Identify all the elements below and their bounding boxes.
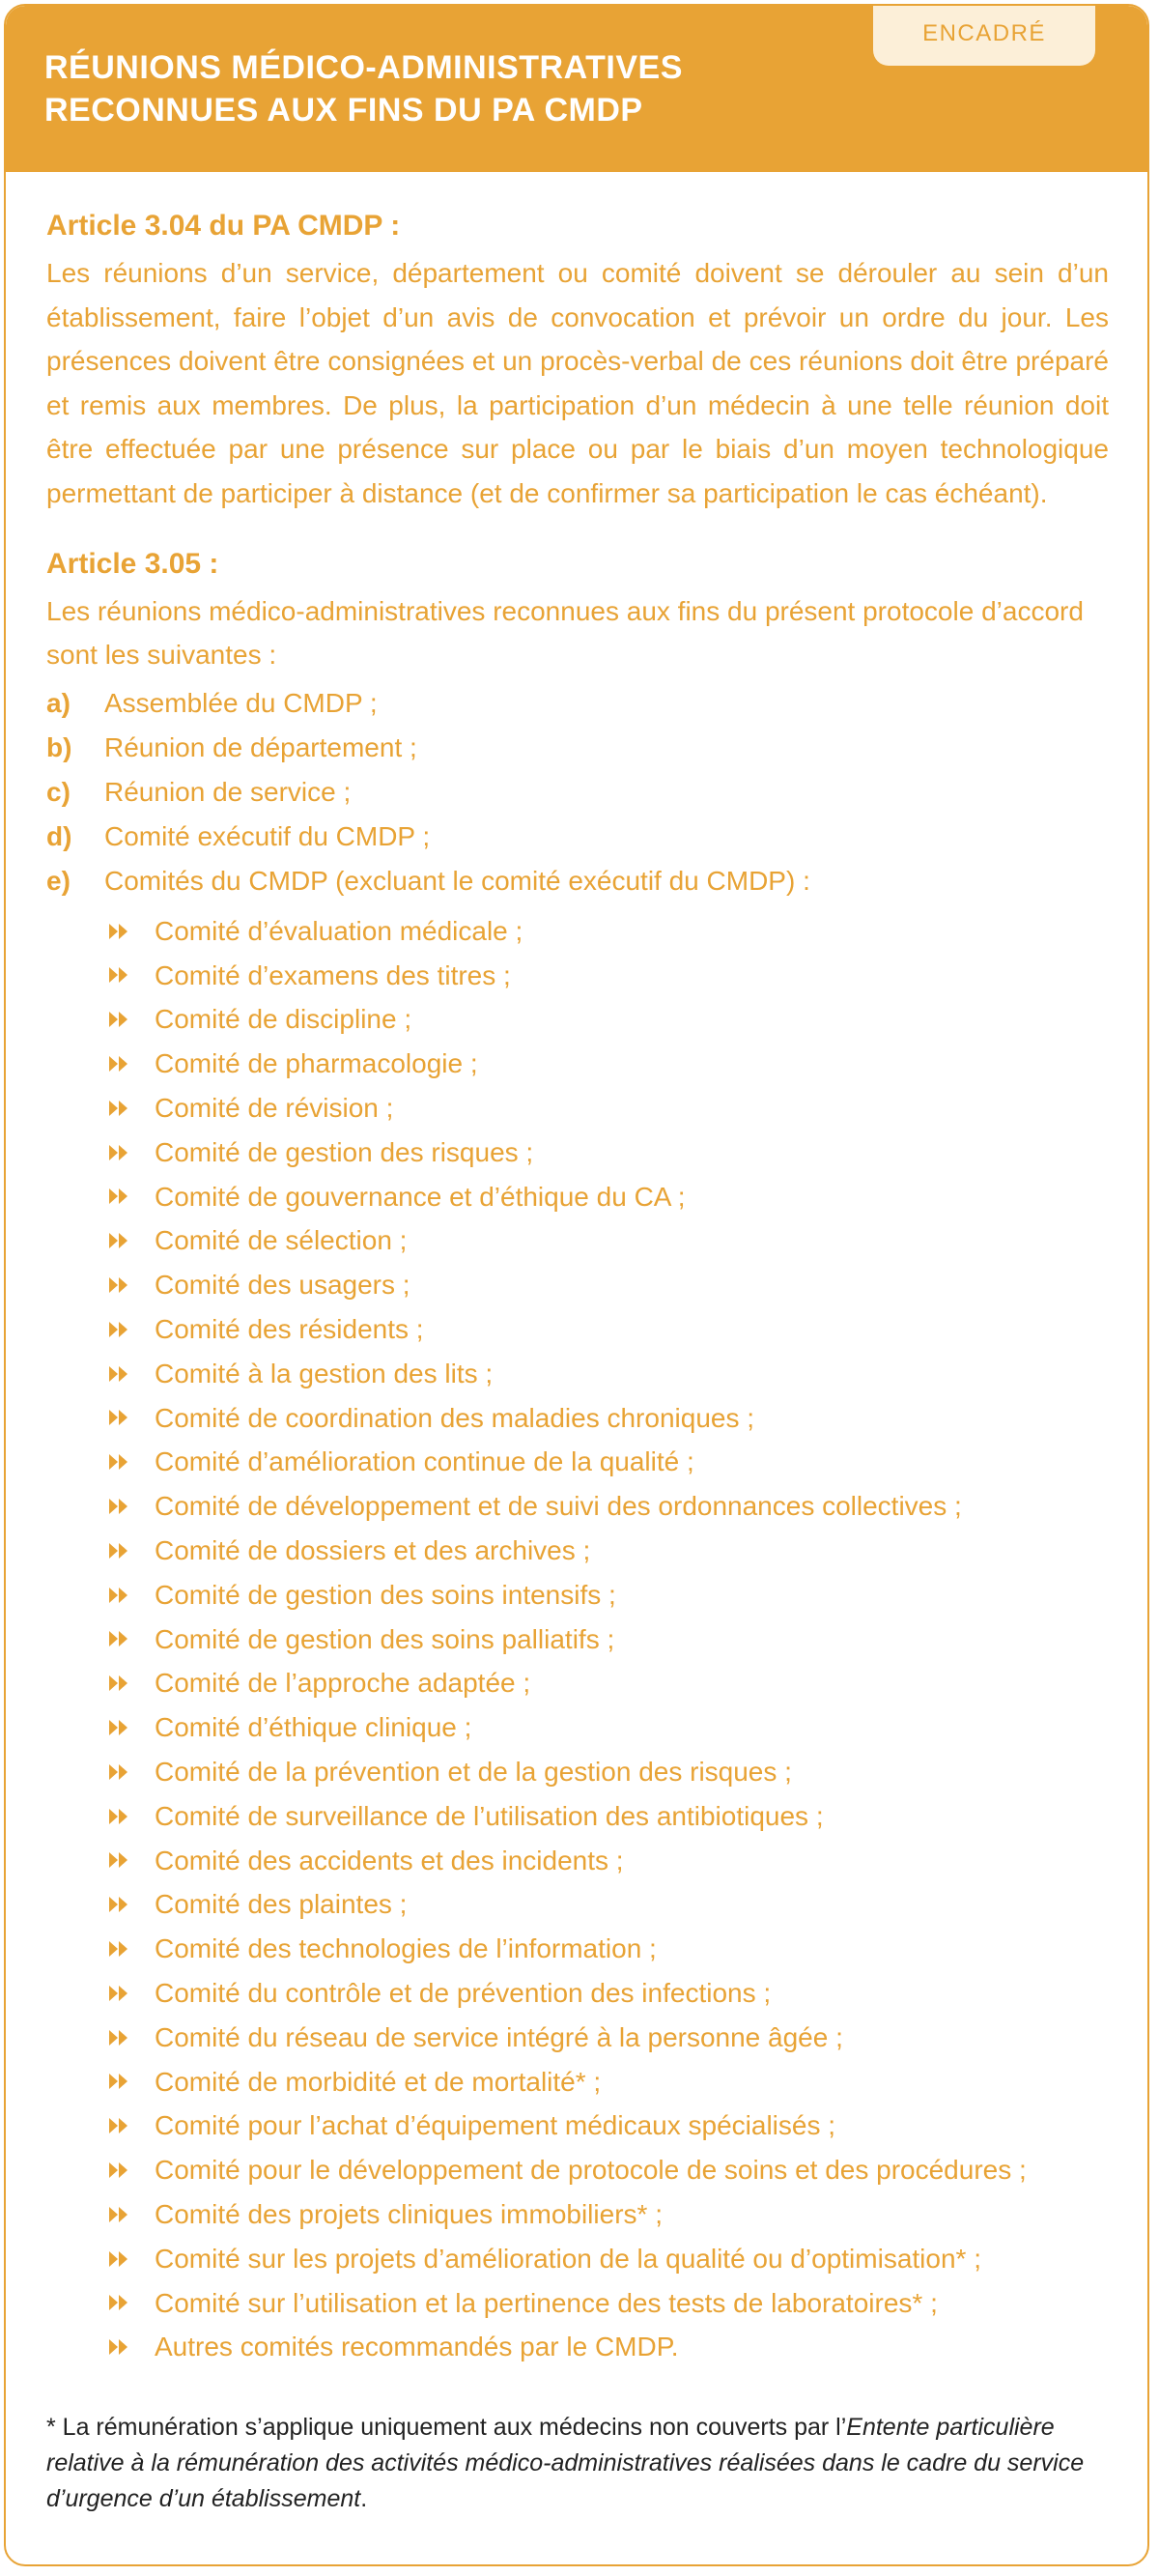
committee-name: Comité de l’approche adaptée ; bbox=[155, 1668, 531, 1699]
double-chevron-right-icon bbox=[108, 2249, 155, 2269]
committee-name: Comité de gestion des soins palliatifs ; bbox=[155, 1623, 615, 1654]
committee-name: Comité de gouvernance et d’éthique du CA ; bbox=[155, 1181, 686, 1212]
committee-list-item bbox=[108, 1529, 1109, 1573]
committee-list-item bbox=[108, 2237, 1109, 2281]
committee-list-item bbox=[108, 2016, 1109, 2060]
committee-list-item bbox=[108, 954, 1109, 998]
article-305-intro: Les réunions médico-administratives reconnues aux fins du présent protocole d’accord sont les suivantes : bbox=[46, 595, 1084, 671]
committee-name: Comité d’évaluation médicale ; bbox=[155, 915, 523, 946]
box-content bbox=[46, 207, 1109, 2369]
item-letter: d) bbox=[46, 820, 72, 851]
list-item bbox=[46, 770, 1109, 815]
list-item bbox=[46, 859, 1109, 903]
committee-list-item bbox=[108, 1750, 1109, 1794]
double-chevron-right-icon bbox=[108, 2072, 155, 2091]
article-304-text: Les réunions d’un service, département ou comité doivent se dérouler au sein d’un établissement, faire l’objet d’un avis de convocation et prévoir un ordre du jour. Les présences doivent être consignées et un procès-verbal de ces réunions doit être préparé et remis aux membres. De plus, la participation d’un médecin à une telle réunion doit être effectuée par une présence sur place ou par le biais d’un moyen technologique permettant de participer à distance (et de confirmer sa participation le cas échéant). bbox=[46, 258, 1109, 508]
committee-list-item bbox=[108, 1794, 1109, 1839]
footnote bbox=[46, 2410, 1109, 2517]
footnote-italic: Entente particulière relative à la rémunération des activités médico-administratives réalisées dans le cadre du service d’urgence d’un établissement bbox=[46, 2414, 1085, 2512]
box-header bbox=[6, 6, 1147, 172]
committee-name: Comité de révision ; bbox=[155, 1093, 394, 1124]
committee-name: Comité du contrôle et de prévention des infections ; bbox=[155, 1977, 772, 2008]
article-304-title: Article 3.04 du PA CMDP : bbox=[46, 210, 401, 242]
committee-list-item bbox=[108, 1218, 1109, 1263]
item-letter: e) bbox=[46, 865, 71, 896]
committee-name: Comité des plaintes ; bbox=[155, 1889, 408, 1920]
committee-name: Comité des projets cliniques immobiliers* ; bbox=[155, 2198, 663, 2229]
committee-list-item bbox=[108, 1838, 1109, 1882]
encadre-box bbox=[4, 4, 1149, 2566]
encadre-tag: ENCADRÉ bbox=[873, 4, 1095, 66]
item-text: Assemblée du CMDP ; bbox=[104, 687, 378, 718]
item-letter: c) bbox=[46, 776, 71, 807]
committee-list-item bbox=[108, 997, 1109, 1042]
double-chevron-right-icon bbox=[108, 1541, 155, 1560]
committee-name: Comité sur l’utilisation et la pertinence des tests de laboratoires* ; bbox=[155, 2287, 938, 2318]
lettered-list bbox=[46, 681, 1109, 903]
committee-name: Comité sur les projets d’amélioration de la qualité ou d’optimisation* ; bbox=[155, 2243, 981, 2274]
double-chevron-right-icon bbox=[108, 1939, 155, 1959]
double-chevron-right-icon bbox=[108, 1895, 155, 1914]
double-chevron-right-icon bbox=[108, 1231, 155, 1250]
committee-list-item bbox=[108, 1617, 1109, 1662]
committee-name: Comité de dossiers et des archives ; bbox=[155, 1535, 591, 1565]
double-chevron-right-icon bbox=[108, 2028, 155, 2047]
list-item bbox=[46, 681, 1109, 726]
list-item bbox=[46, 815, 1109, 859]
double-chevron-right-icon bbox=[108, 1497, 155, 1516]
double-chevron-right-icon bbox=[108, 1762, 155, 1782]
committee-list-item bbox=[108, 1131, 1109, 1175]
item-letter: b) bbox=[46, 731, 72, 762]
committee-list-item bbox=[108, 1440, 1109, 1484]
list-item bbox=[46, 726, 1109, 770]
committee-list-item bbox=[108, 1484, 1109, 1529]
committee-list-item bbox=[108, 1882, 1109, 1927]
committee-name: Autres comités recommandés par le CMDP. bbox=[155, 2332, 679, 2362]
committee-name: Comité de pharmacologie ; bbox=[155, 1048, 478, 1079]
double-chevron-right-icon bbox=[108, 1364, 155, 1384]
committee-list-item bbox=[108, 1263, 1109, 1307]
committee-list-item bbox=[108, 1661, 1109, 1705]
committee-list-item bbox=[108, 1307, 1109, 1352]
committee-list-item bbox=[108, 2280, 1109, 2325]
committee-list-item bbox=[108, 2059, 1109, 2104]
double-chevron-right-icon bbox=[108, 1408, 155, 1427]
item-text: Réunion de département ; bbox=[104, 731, 417, 762]
double-chevron-right-icon bbox=[108, 1629, 155, 1648]
committee-name: Comité des technologies de l’information ; bbox=[155, 1933, 657, 1964]
double-chevron-right-icon bbox=[108, 1320, 155, 1339]
committee-list-item bbox=[108, 1573, 1109, 1617]
item-text: Réunion de service ; bbox=[104, 776, 352, 807]
double-chevron-right-icon bbox=[108, 2161, 155, 2180]
double-chevron-right-icon bbox=[108, 2205, 155, 2224]
item-text: Comité exécutif du CMDP ; bbox=[104, 820, 431, 851]
double-chevron-right-icon bbox=[108, 1275, 155, 1295]
committee-list-item bbox=[108, 1927, 1109, 1971]
committee-name: Comité à la gestion des lits ; bbox=[155, 1358, 494, 1388]
committee-list-item bbox=[108, 2325, 1109, 2369]
committee-name: Comité de gestion des soins intensifs ; bbox=[155, 1579, 616, 1610]
committee-name: Comité des accidents et des incidents ; bbox=[155, 1845, 624, 1875]
committee-list-item bbox=[108, 2148, 1109, 2192]
double-chevron-right-icon bbox=[108, 1099, 155, 1118]
committee-name: Comité de gestion des risques ; bbox=[155, 1136, 534, 1167]
double-chevron-right-icon bbox=[108, 1054, 155, 1073]
committee-list-item bbox=[108, 2104, 1109, 2148]
box-title bbox=[44, 46, 683, 131]
committee-name: Comité de discipline ; bbox=[155, 1004, 412, 1035]
footnote-prefix: * La rémunération s’applique uniquement aux médecins non couverts par l’ bbox=[46, 2414, 847, 2441]
committee-list-item bbox=[108, 909, 1109, 954]
double-chevron-right-icon bbox=[108, 2293, 155, 2312]
committee-name: Comité des résidents ; bbox=[155, 1314, 424, 1345]
double-chevron-right-icon bbox=[108, 1143, 155, 1162]
double-chevron-right-icon bbox=[108, 1452, 155, 1472]
double-chevron-right-icon bbox=[108, 1010, 155, 1029]
committee-list-item bbox=[108, 1175, 1109, 1219]
double-chevron-right-icon bbox=[108, 2337, 155, 2357]
committee-name: Comité pour l’achat d’équipement médicaux spécialisés ; bbox=[155, 2110, 836, 2141]
committee-list-item bbox=[108, 1971, 1109, 2016]
committee-name: Comité d’amélioration continue de la qualité ; bbox=[155, 1446, 694, 1477]
item-text: Comités du CMDP (excluant le comité exécutif du CMDP) : bbox=[104, 865, 810, 896]
double-chevron-right-icon bbox=[108, 1187, 155, 1206]
committee-name: Comité du réseau de service intégré à la personne âgée ; bbox=[155, 2021, 843, 2052]
footnote-suffix: . bbox=[360, 2485, 368, 2512]
committee-list-item bbox=[108, 1396, 1109, 1441]
committee-name: Comité d’éthique clinique ; bbox=[155, 1712, 472, 1743]
committee-list-item bbox=[108, 1352, 1109, 1396]
committee-list-item bbox=[108, 1705, 1109, 1750]
committee-list-item bbox=[108, 1042, 1109, 1086]
committee-name: Comité d’examens des titres ; bbox=[155, 959, 511, 990]
box-title-line-2: RECONNUES AUX FINS DU PA CMDP bbox=[44, 92, 643, 129]
double-chevron-right-icon bbox=[108, 965, 155, 985]
box-title-line-1: RÉUNIONS MÉDICO-ADMINISTRATIVES bbox=[44, 49, 683, 86]
committee-name: Comité de morbidité et de mortalité* ; bbox=[155, 2066, 602, 2097]
committee-name: Comité de surveillance de l’utilisation des antibiotiques ; bbox=[155, 1800, 824, 1831]
committee-list-item bbox=[108, 1086, 1109, 1131]
committee-name: Comité des usagers ; bbox=[155, 1270, 410, 1301]
double-chevron-right-icon bbox=[108, 1674, 155, 1693]
double-chevron-right-icon bbox=[108, 922, 155, 941]
committee-list-item bbox=[108, 2192, 1109, 2237]
committee-name: Comité de la prévention et de la gestion des risques ; bbox=[155, 1756, 792, 1787]
item-letter: a) bbox=[46, 687, 71, 718]
double-chevron-right-icon bbox=[108, 2116, 155, 2135]
double-chevron-right-icon bbox=[108, 1586, 155, 1605]
committee-name: Comité de développement et de suivi des ordonnances collectives ; bbox=[155, 1491, 962, 1522]
double-chevron-right-icon bbox=[108, 1984, 155, 2003]
double-chevron-right-icon bbox=[108, 1850, 155, 1870]
committee-name: Comité de coordination des maladies chroniques ; bbox=[155, 1402, 755, 1433]
committee-name: Comité pour le développement de protocole de soins et des procédures ; bbox=[155, 2155, 1027, 2186]
article-305-title: Article 3.05 : bbox=[46, 547, 219, 580]
double-chevron-right-icon bbox=[108, 1807, 155, 1826]
double-chevron-right-icon bbox=[108, 1718, 155, 1737]
committee-name: Comité de sélection ; bbox=[155, 1225, 408, 1256]
committee-list bbox=[108, 909, 1109, 2369]
